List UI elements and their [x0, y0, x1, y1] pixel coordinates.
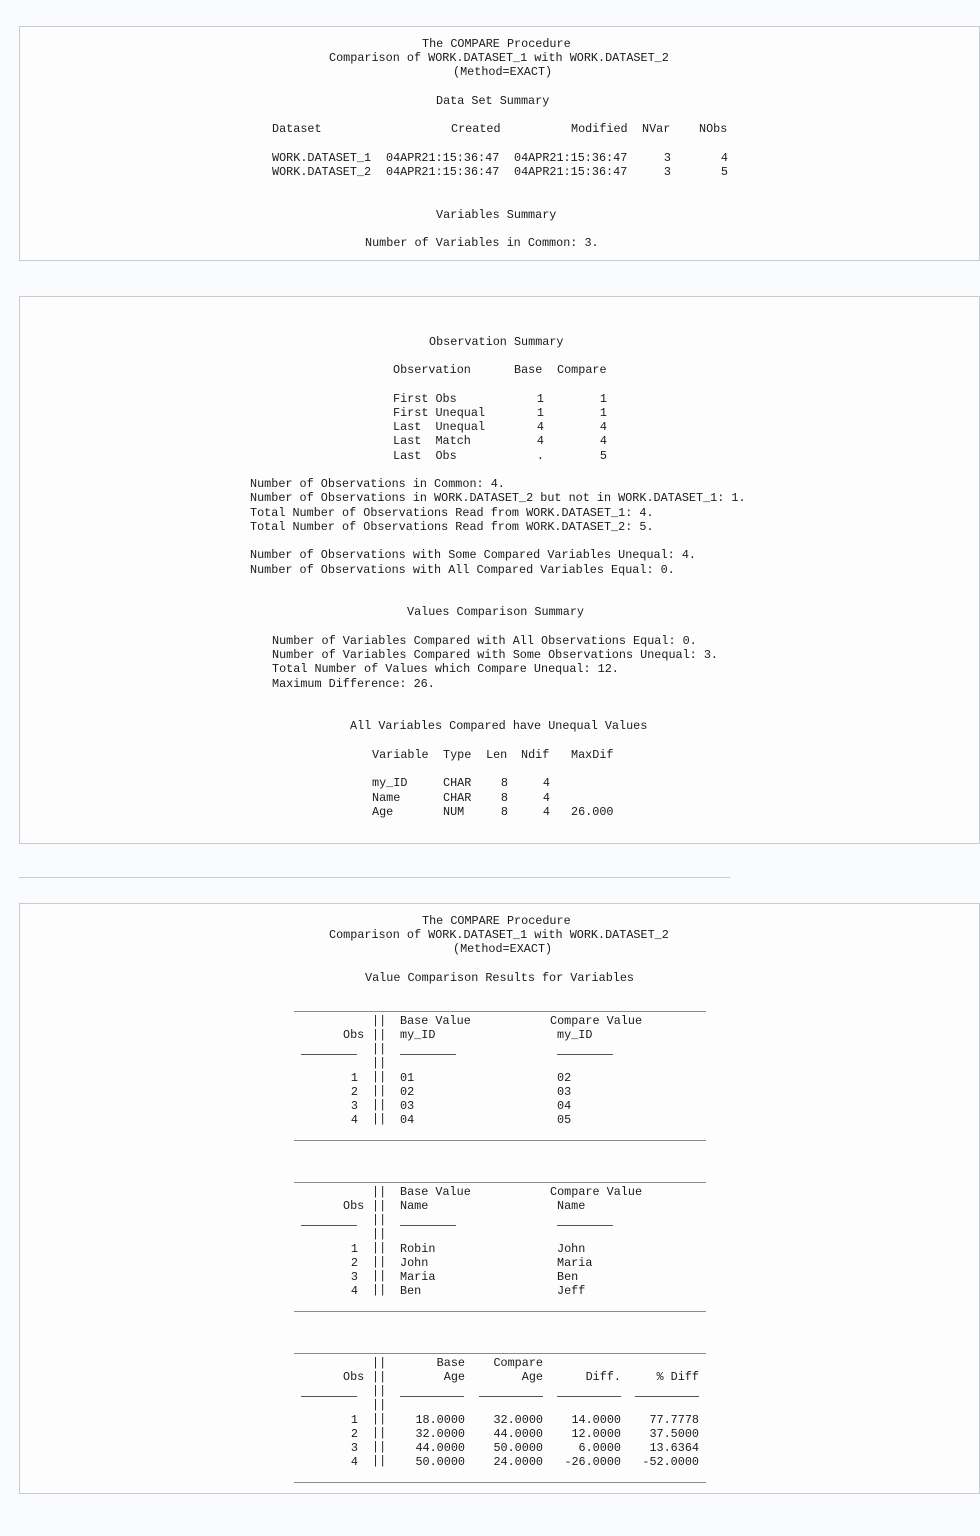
obs-number: 3 — [350, 1441, 358, 1455]
obs-number: 4 — [350, 1455, 358, 1469]
obs-number: 4 — [350, 1284, 358, 1298]
pct-diff-value: 37.5000 — [649, 1427, 699, 1441]
base-value-header: Base Value — [400, 1014, 471, 1028]
variable-name: Age — [372, 805, 394, 819]
variable-len: 8 — [500, 776, 508, 790]
variable-name: my_ID — [372, 776, 408, 790]
base-value: 32.0000 — [415, 1427, 465, 1441]
compare-value: 04 — [557, 1099, 572, 1113]
obs-label: Last Unequal — [393, 420, 486, 434]
procedure-title: The COMPARE Procedure — [422, 914, 571, 928]
variable-ndif: 4 — [542, 805, 550, 819]
variable-name: Name — [372, 791, 401, 805]
value-comparison-results-title: Value Comparison Results for Variables — [365, 971, 635, 985]
obs-label: First Unequal — [393, 406, 486, 420]
pct-diff-value: -52.0000 — [642, 1455, 699, 1469]
compare-var-name: my_ID — [557, 1028, 593, 1042]
unequal-values-title: All Variables Compared have Unequal Values — [350, 719, 648, 733]
variable-ndif: 4 — [542, 776, 550, 790]
dataset-modified: 04APR21:15:36:47 — [514, 151, 628, 165]
compare-var-name: Age — [521, 1370, 543, 1384]
obs-number: 2 — [350, 1427, 358, 1441]
compare-value: Ben — [557, 1270, 579, 1284]
observation-summary-title: Observation Summary — [429, 335, 564, 349]
base-value: 04 — [400, 1113, 415, 1127]
dataset-summary-title: Data Set Summary — [436, 94, 550, 108]
dataset-nvar: 3 — [663, 151, 671, 165]
header-underline — [635, 1396, 699, 1397]
header-underline — [400, 1054, 456, 1055]
obs-number: 1 — [350, 1071, 358, 1085]
obs-label: First Obs — [393, 392, 457, 406]
dataset-header: Dataset — [272, 122, 322, 136]
dataset-modified: 04APR21:15:36:47 — [514, 165, 628, 179]
obs-compare: 4 — [599, 434, 607, 448]
bar-separator: || || || || || || || || — [372, 1185, 387, 1297]
nobs-header: NObs — [699, 122, 728, 136]
compare-value: 32.0000 — [493, 1413, 543, 1427]
values-note: Maximum Difference: 26. — [272, 677, 435, 691]
table-bottom-rule — [294, 1140, 706, 1141]
values-comparison-summary-title: Values Comparison Summary — [407, 605, 584, 619]
header-underline — [479, 1396, 543, 1397]
compare-value: 05 — [557, 1113, 572, 1127]
base-var-name: Age — [443, 1370, 465, 1384]
comparison-subtitle: Comparison of WORK.DATASET_1 with WORK.DATASET_2 — [329, 928, 669, 942]
values-note: Total Number of Values which Compare Unequal: 12. — [272, 662, 619, 676]
obs-compare: 1 — [599, 406, 607, 420]
len-header: Len — [486, 748, 508, 762]
dataset-name: WORK.DATASET_2 — [272, 165, 372, 179]
compare-value-header: Compare Value — [550, 1014, 643, 1028]
base-value: John — [400, 1256, 429, 1270]
table-bottom-rule — [294, 1482, 706, 1483]
variable-ndif: 4 — [542, 791, 550, 805]
header-underline — [557, 1396, 621, 1397]
variable-type: NUM — [443, 805, 465, 819]
values-note: Number of Variables Compared with Some Observations Unequal: 3. — [272, 648, 718, 662]
variables-summary-title: Variables Summary — [436, 208, 557, 222]
base-value: Ben — [400, 1284, 422, 1298]
compare-value: Jeff — [557, 1284, 586, 1298]
dataset-nobs: 5 — [720, 165, 728, 179]
comparison-subtitle: Comparison of WORK.DATASET_1 with WORK.DATASET_2 — [329, 51, 669, 65]
nvar-header: NVar — [642, 122, 671, 136]
obs-base: 1 — [536, 392, 544, 406]
obs-compare: 1 — [599, 392, 607, 406]
base-header: Base — [436, 1356, 465, 1370]
dataset-created: 04APR21:15:36:47 — [386, 165, 500, 179]
compare-value: 02 — [557, 1071, 572, 1085]
compare-value: 03 — [557, 1085, 572, 1099]
variable-type: CHAR — [443, 776, 472, 790]
obs-note: Total Number of Observations Read from WORK.DATASET_1: 4. — [250, 506, 654, 520]
bar-separator: || || || || || || || || — [372, 1014, 387, 1126]
obs-header: Obs — [343, 1370, 365, 1384]
compare-procedure-panel-1 — [19, 26, 980, 261]
diff-value: 6.0000 — [578, 1441, 621, 1455]
base-value: Maria — [400, 1270, 436, 1284]
obs-number: 1 — [350, 1242, 358, 1256]
compare-header: Compare — [557, 363, 607, 377]
pct-diff-header: % Diff — [656, 1370, 699, 1384]
section-divider — [19, 877, 730, 878]
base-header: Base — [514, 363, 543, 377]
base-value: 03 — [400, 1099, 415, 1113]
obs-label: Last Match — [393, 434, 471, 448]
table-top-rule — [294, 1353, 706, 1354]
dataset-name: WORK.DATASET_1 — [272, 151, 372, 165]
compare-value: John — [557, 1242, 586, 1256]
diff-header: Diff. — [585, 1370, 621, 1384]
base-value: 50.0000 — [415, 1455, 465, 1469]
header-underline — [557, 1054, 613, 1055]
base-value: 02 — [400, 1085, 415, 1099]
compare-var-name: Name — [557, 1199, 586, 1213]
diff-value: -26.0000 — [564, 1455, 621, 1469]
header-underline — [400, 1396, 464, 1397]
variable-type: CHAR — [443, 791, 472, 805]
table-top-rule — [294, 1182, 706, 1183]
obs-number: 3 — [350, 1270, 358, 1284]
method-label: (Method=EXACT) — [453, 942, 553, 956]
obs-header: Obs — [343, 1028, 365, 1042]
base-var-name: Name — [400, 1199, 429, 1213]
base-value: 18.0000 — [415, 1413, 465, 1427]
variable-len: 8 — [500, 805, 508, 819]
pct-diff-value: 13.6364 — [649, 1441, 699, 1455]
obs-number: 1 — [350, 1413, 358, 1427]
compare-value: 50.0000 — [493, 1441, 543, 1455]
variable-maxdif: 26.000 — [571, 805, 614, 819]
dataset-created: 04APR21:15:36:47 — [386, 151, 500, 165]
observation-header: Observation — [393, 363, 471, 377]
base-value: 01 — [400, 1071, 415, 1085]
compare-value: Maria — [557, 1256, 593, 1270]
obs-number: 2 — [350, 1085, 358, 1099]
diff-value: 14.0000 — [571, 1413, 621, 1427]
table-bottom-rule — [294, 1311, 706, 1312]
method-label: (Method=EXACT) — [453, 65, 553, 79]
header-underline — [301, 1225, 357, 1226]
header-underline — [301, 1396, 357, 1397]
obs-note: Number of Observations with Some Compared Variables Unequal: 4. — [250, 548, 696, 562]
obs-number: 2 — [350, 1256, 358, 1270]
obs-note: Total Number of Observations Read from WORK.DATASET_2: 5. — [250, 520, 654, 534]
obs-note: Number of Observations in Common: 4. — [250, 477, 505, 491]
table-top-rule — [294, 1011, 706, 1012]
obs-base: . — [536, 449, 544, 463]
diff-value: 12.0000 — [571, 1427, 621, 1441]
pct-diff-value: 77.7778 — [649, 1413, 699, 1427]
obs-number: 3 — [350, 1099, 358, 1113]
base-value: Robin — [400, 1242, 436, 1256]
variable-len: 8 — [500, 791, 508, 805]
ndif-header: Ndif — [521, 748, 550, 762]
created-header: Created — [451, 122, 501, 136]
header-underline — [400, 1225, 456, 1226]
obs-compare: 5 — [599, 449, 607, 463]
obs-number: 4 — [350, 1113, 358, 1127]
variable-header: Variable — [372, 748, 429, 762]
modified-header: Modified — [571, 122, 628, 136]
compare-value: 44.0000 — [493, 1427, 543, 1441]
obs-compare: 4 — [599, 420, 607, 434]
maxdif-header: MaxDif — [571, 748, 614, 762]
obs-note: Number of Observations in WORK.DATASET_2 but not in WORK.DATASET_1: 1. — [250, 491, 746, 505]
dataset-nobs: 4 — [720, 151, 728, 165]
base-value: 44.0000 — [415, 1441, 465, 1455]
compare-procedure-panel-3 — [19, 903, 980, 1494]
header-underline — [557, 1225, 613, 1226]
obs-header: Obs — [343, 1199, 365, 1213]
dataset-nvar: 3 — [663, 165, 671, 179]
bar-separator: || || || || || || || || — [372, 1356, 387, 1468]
compare-value-header: Compare Value — [550, 1185, 643, 1199]
base-var-name: my_ID — [400, 1028, 436, 1042]
obs-base: 4 — [536, 420, 544, 434]
compare-value: 24.0000 — [493, 1455, 543, 1469]
base-value-header: Base Value — [400, 1185, 471, 1199]
type-header: Type — [443, 748, 472, 762]
obs-label: Last Obs — [393, 449, 457, 463]
variables-in-common: Number of Variables in Common: 3. — [365, 236, 599, 250]
obs-note: Number of Observations with All Compared Variables Equal: 0. — [250, 563, 675, 577]
obs-base: 4 — [536, 434, 544, 448]
obs-base: 1 — [536, 406, 544, 420]
header-underline — [301, 1054, 357, 1055]
values-note: Number of Variables Compared with All Observations Equal: 0. — [272, 634, 697, 648]
compare-header: Compare — [493, 1356, 543, 1370]
procedure-title: The COMPARE Procedure — [422, 37, 571, 51]
compare-procedure-panel-2 — [19, 296, 980, 844]
